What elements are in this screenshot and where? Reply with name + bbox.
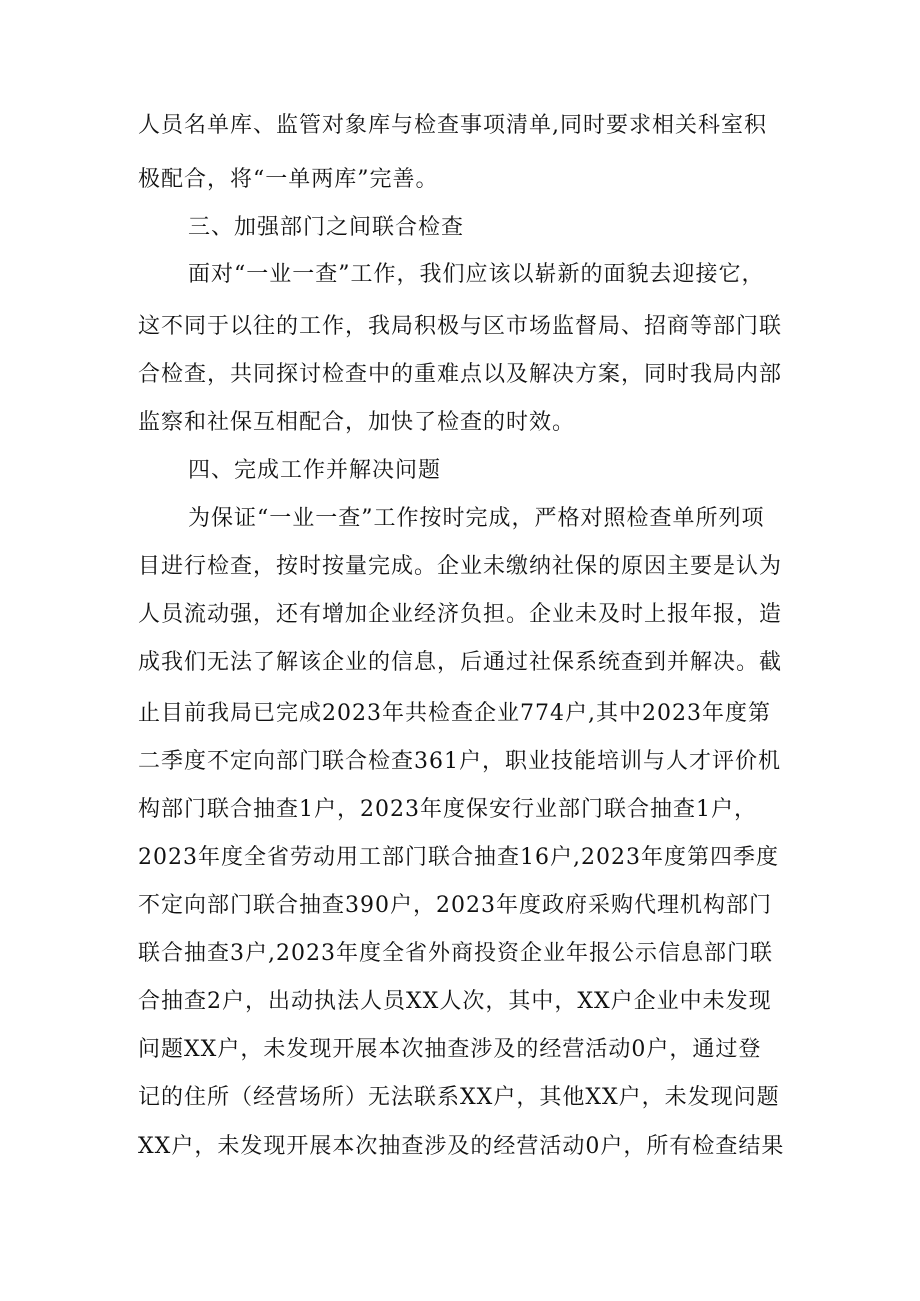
section-heading-3: 三、加强部门之间联合检查	[188, 215, 465, 240]
text-line-16: 2023年度全省劳动用工部门联合抽查16户,2023年度第四季度	[138, 845, 779, 870]
text-line-17: 不定向部门联合抽查390户，2023年度政府采购代理机构部门	[138, 893, 772, 918]
text-line-11: 人员流动强，还有增加企业经济负担。企业未及时上报年报，造	[138, 602, 783, 627]
text-line-4: 面对“一业一查”工作，我们应该以崭新的面貌去迎接它，	[188, 262, 765, 287]
text-line-12: 成我们无法了解该企业的信息，后通过社保系统查到并解决。截	[138, 650, 783, 675]
section-heading-4: 四、完成工作并解决问题	[188, 458, 442, 483]
text-line-19: 合抽查2户，出动执法人员XX人次，其中，XX户企业中未发现	[138, 989, 772, 1014]
text-line-22: XX户，未发现开展本次抽查涉及的经营活动0户，所有检查结果	[138, 1134, 785, 1159]
text-line-15: 构部门联合抽查1户，2023年度保安行业部门联合抽查1户，	[138, 797, 757, 822]
text-line-1: 人员名单库、监管对象库与检查事项清单,同时要求相关科室积	[138, 113, 767, 138]
text-line-2: 极配合，将“一单两库”完善。	[138, 167, 439, 192]
text-line-14: 二季度不定向部门联合检查361户，职业技能培训与人才评价机	[138, 749, 781, 774]
text-line-13: 止目前我局已完成2023年共检查企业774户,其中2023年度第	[138, 701, 771, 726]
text-line-5: 这不同于以往的工作，我局积极与区市场监督局、招商等部门联	[138, 314, 783, 339]
text-line-7: 监察和社保互相配合，加快了检查的时效。	[138, 410, 576, 435]
text-line-18: 联合抽查3户,2023年度全省外商投资企业年报公示信息部门联	[138, 941, 773, 966]
text-line-9: 为保证“一业一查”工作按时完成，严格对照检查单所列项	[188, 506, 765, 531]
text-line-10: 目进行检查，按时按量完成。企业未缴纳社保的原因主要是认为	[138, 554, 783, 579]
text-line-6: 合检查，共同探讨检查中的重难点以及解决方案，同时我局内部	[138, 362, 783, 387]
text-line-20: 问题XX户，未发现开展本次抽查涉及的经营活动0户，通过登	[138, 1037, 762, 1062]
text-line-21: 记的住所（经营场所）无法联系XX户，其他XX户，未发现问题	[138, 1085, 780, 1110]
